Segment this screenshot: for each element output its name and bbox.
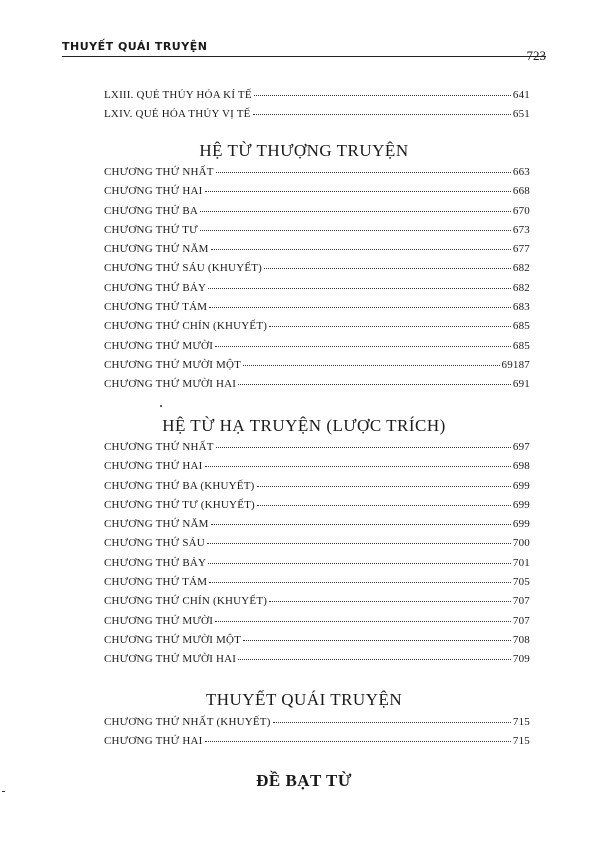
entry-title: CHƯƠNG THỨ MƯỜI [104,614,214,627]
toc-entry [104,224,530,243]
toc-entry [104,320,530,339]
entry-page: 677 [512,243,530,256]
entry-title: CHƯƠNG THỨ MƯỜI HAI [104,653,237,666]
entry-page: 699 [512,518,530,531]
section-heading: HỆ TỪ THƯỢNG TRUYỆN [199,141,409,160]
entry-title: CHƯƠNG THỨ NĂM [104,243,209,256]
toc-entry [104,499,530,518]
entry-title: CHƯƠNG THỨ CHÍN (KHUYẾT) [104,595,268,608]
entry-title: CHƯƠNG THỨ MƯỜI MỘT [104,633,242,646]
toc-entry [104,108,530,127]
dot-leader [254,95,511,96]
toc-entry [104,166,530,185]
section-heading: ĐỀ BẠT TỪ [256,771,352,790]
scan-speck [2,791,5,792]
entry-page: 699 [512,479,530,492]
dot-leader [205,191,511,192]
running-title: THUYẾT QUÁI TRUYỆN [62,40,208,53]
entry-page: 682 [512,281,530,294]
dot-leader [269,326,511,327]
toc-entry [104,301,530,320]
toc-entry [104,518,530,537]
toc-entry [104,480,530,499]
dot-leader [208,288,511,289]
toc-entry [104,634,530,653]
dot-leader [264,268,511,269]
entry-title: CHƯƠNG THỨ CHÍN (KHUYẾT) [104,320,268,333]
entry-page: 682 [512,262,530,275]
entry-page: 707 [512,614,530,627]
entry-title: CHƯƠNG THỨ NHẤT [104,166,214,178]
toc-entry [104,595,530,614]
section-heading: THUYẾT QUÁI TRUYỆN [205,690,403,709]
entry-page: 699 [512,498,530,511]
scan-speck [160,405,162,407]
dot-leader [215,621,511,622]
toc-entry [104,378,530,397]
dot-leader [215,346,511,347]
dot-leader [257,486,511,487]
entry-title: CHƯƠNG THỨ NHẤT (KHUYẾT) [104,716,271,728]
entry-page: 698 [512,460,530,473]
toc-entry [104,653,530,672]
toc-entry [104,460,530,479]
entry-page: 668 [512,185,530,198]
dot-leader [253,114,511,115]
dot-leader [207,543,511,544]
section-entries [104,166,530,398]
dot-leader [211,249,511,250]
toc-entry [104,205,530,224]
entry-page: 685 [512,320,530,333]
section-heading: HỆ TỪ HẠ TRUYỆN (LƯỢC TRÍCH) [162,416,446,435]
dot-leader [211,524,511,525]
entry-title: CHƯƠNG THỨ MƯỜI MỘT [104,358,242,371]
entry-title: CHƯƠNG THỨ TÁM [104,301,208,314]
entry-page: 69187 [501,358,530,371]
entry-page: 709 [512,653,530,666]
entry-title: CHƯƠNG THỨ BA (KHUYẾT) [104,479,255,492]
entry-title: LXIV. QUẺ HỎA THỦY VỊ TẾ [104,108,251,121]
entry-title: CHƯƠNG THỨ HAI [104,735,203,748]
entry-page: 715 [512,735,530,748]
toc-entry [104,537,530,556]
entry-page: 700 [512,537,530,550]
dot-leader [216,447,511,448]
entry-page: 701 [512,556,530,569]
entry-title: CHƯƠNG THỨ SÁU (KHUYẾT) [104,262,263,275]
entry-title: CHƯƠNG THỨ HAI [104,460,203,473]
entry-page: 708 [512,633,530,646]
toc-entry [104,282,530,301]
entry-title: CHƯƠNG THỨ NHẤT [104,441,214,453]
entry-page: 683 [512,301,530,314]
entry-title: CHƯƠNG THỨ SÁU [104,537,205,550]
dot-leader [216,172,511,173]
toc-entry [104,576,530,595]
entry-page: 691 [512,378,530,391]
section-entries [104,441,530,673]
dot-leader [257,505,511,506]
entry-title: CHƯƠNG THỨ NĂM [104,518,209,531]
header-rule [62,56,546,57]
entry-title: CHƯƠNG THỨ BẢY [104,281,207,294]
intro-entries [104,89,530,128]
toc-entry [104,557,530,576]
entry-page: 715 [512,716,530,728]
dot-leader [269,601,511,602]
toc-entry [104,359,530,378]
entry-title: CHƯƠNG THỨ BẢY [104,556,207,569]
section-entries [104,716,530,755]
entry-title: CHƯƠNG THỨ HAI [104,185,203,198]
dot-leader [200,211,511,212]
dot-leader [238,659,511,660]
dot-leader [209,307,511,308]
entry-title: CHƯƠNG THỨ MƯỜI [104,339,214,352]
dot-leader [243,365,499,366]
dot-leader [205,741,511,742]
dot-leader [208,563,511,564]
entry-title: CHƯƠNG THỨ TÁM [104,576,208,589]
entry-page: 651 [512,108,530,121]
toc-entry [104,243,530,262]
entry-title: CHƯƠNG THỨ MƯỜI HAI [104,378,237,391]
entry-page: 697 [512,441,530,453]
dot-leader [238,384,511,385]
toc-entry [104,735,530,754]
toc-entry [104,441,530,460]
entry-page: 685 [512,339,530,352]
entry-title: LXIII. QUẺ THỦY HỎA KÍ TẾ [104,89,252,101]
entry-title: CHƯƠNG THỨ TƯ [104,223,198,236]
entry-page: 707 [512,595,530,608]
entry-page: 673 [512,223,530,236]
entry-title: CHƯƠNG THỨ TƯ (KHUYẾT) [104,498,255,511]
toc-entry [104,89,530,108]
dot-leader [209,582,511,583]
entry-title: CHƯƠNG THỨ BA [104,204,199,217]
dot-leader [205,466,511,467]
toc-entry [104,185,530,204]
entry-page: 641 [512,89,530,101]
entry-page: 663 [512,166,530,178]
entry-page: 670 [512,204,530,217]
entry-page: 705 [512,576,530,589]
dot-leader [200,230,511,231]
dot-leader [273,722,511,723]
toc-entry [104,340,530,359]
toc-entry [104,615,530,634]
page-number: 723 [526,48,546,63]
dot-leader [243,640,511,641]
page-header [62,36,546,66]
toc-entry [104,262,530,281]
toc-entry [104,716,530,735]
